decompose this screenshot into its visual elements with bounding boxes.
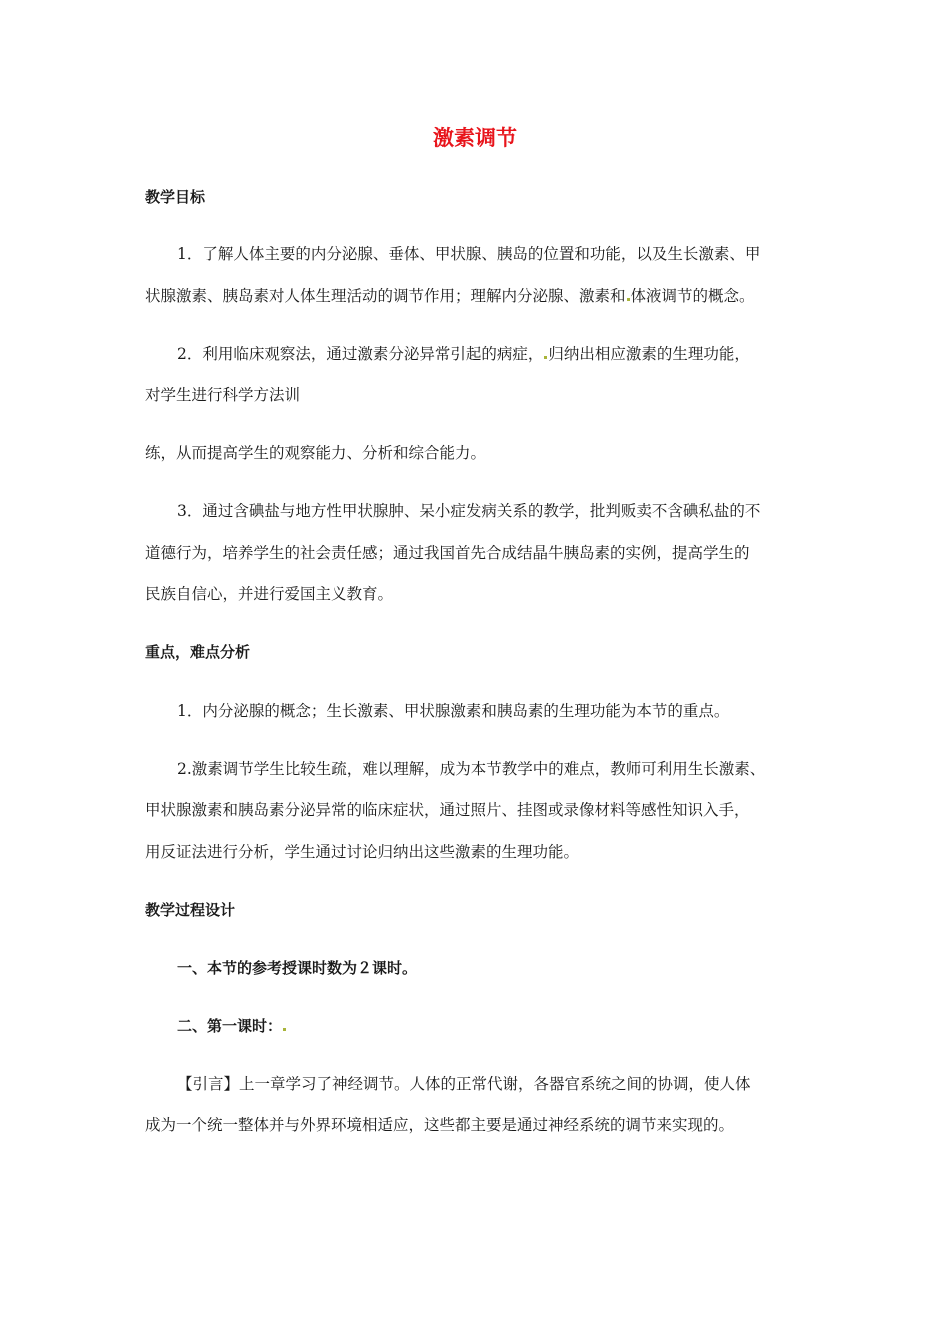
goal-1-line-2-part-a: 状腺激素、胰岛素对人体生理活动的调节作用；理解内分泌腺、激素和 <box>145 287 626 305</box>
goal-2-line-2: 对学生进行科学方法训 <box>145 386 301 404</box>
goal-3-line-1: 3．通过含碘盐与地方性甲状腺肿、呆小症发病关系的教学，批判贩卖不含碘私盐的不 <box>177 502 761 520</box>
goal-1-line-2 <box>145 286 755 306</box>
process-item-1: 一、本节的参考授课时数为２课时。 <box>177 959 418 977</box>
goal-1-line-2-part-b: 体液调节的概念。 <box>630 287 755 305</box>
section-heading-goals: 教学目标 <box>145 188 206 206</box>
intro-line-2: 成为一个统一整体并与外界环境相适应，这些都主要是通过神经系统的调节来实现的。 <box>145 1116 735 1134</box>
stray-mark <box>627 298 630 301</box>
keypoint-2-line-2: 甲状腺激素和胰岛素分泌异常的临床症状，通过照片、挂图或录像材料等感性知识入手， <box>145 801 750 819</box>
keypoint-2-line-3: 用反证法进行分析，学生通过讨论归纳出这些激素的生理功能。 <box>145 843 580 861</box>
document-title: 激素调节 <box>433 126 517 150</box>
intro-line-1: 【引言】上一章学习了神经调节。人体的正常代谢，各器官系统之间的协调，使人体 <box>177 1075 751 1093</box>
goal-2-line-3: 练，从而提高学生的观察能力、分析和综合能力。 <box>145 444 487 462</box>
goal-3-line-3: 民族自信心，并进行爱国主义教育。 <box>145 585 394 603</box>
goal-2-line-1 <box>177 344 750 364</box>
keypoint-2-line-1: 2.激素调节学生比较生疏，难以理解，成为本节教学中的难点，教师可利用生长激素、 <box>177 760 766 778</box>
section-heading-process: 教学过程设计 <box>145 901 236 919</box>
goal-2-line-1-part-a: 2．利用临床观察法，通过激素分泌异常引起的病症， <box>177 345 544 363</box>
keypoint-1-line-1: 1．内分泌腺的概念；生长激素、甲状腺激素和胰岛素的生理功能为本节的重点。 <box>177 702 730 720</box>
process-item-2 <box>177 1016 287 1036</box>
goal-1-line-1: 1．了解人体主要的内分泌腺、垂体、甲状腺、胰岛的位置和功能，以及生长激素、甲 <box>177 245 761 263</box>
section-heading-keypoints: 重点，难点分析 <box>145 643 251 661</box>
goal-3-line-2: 道德行为，培养学生的社会责任感；通过我国首先合成结晶牛胰岛素的实例，提高学生的 <box>145 544 750 562</box>
process-item-2-text: 二、第一课时： <box>177 1017 283 1035</box>
stray-mark <box>283 1028 286 1031</box>
goal-2-line-1-part-b: 归纳出相应激素的生理功能， <box>548 345 750 363</box>
stray-mark <box>544 356 547 359</box>
